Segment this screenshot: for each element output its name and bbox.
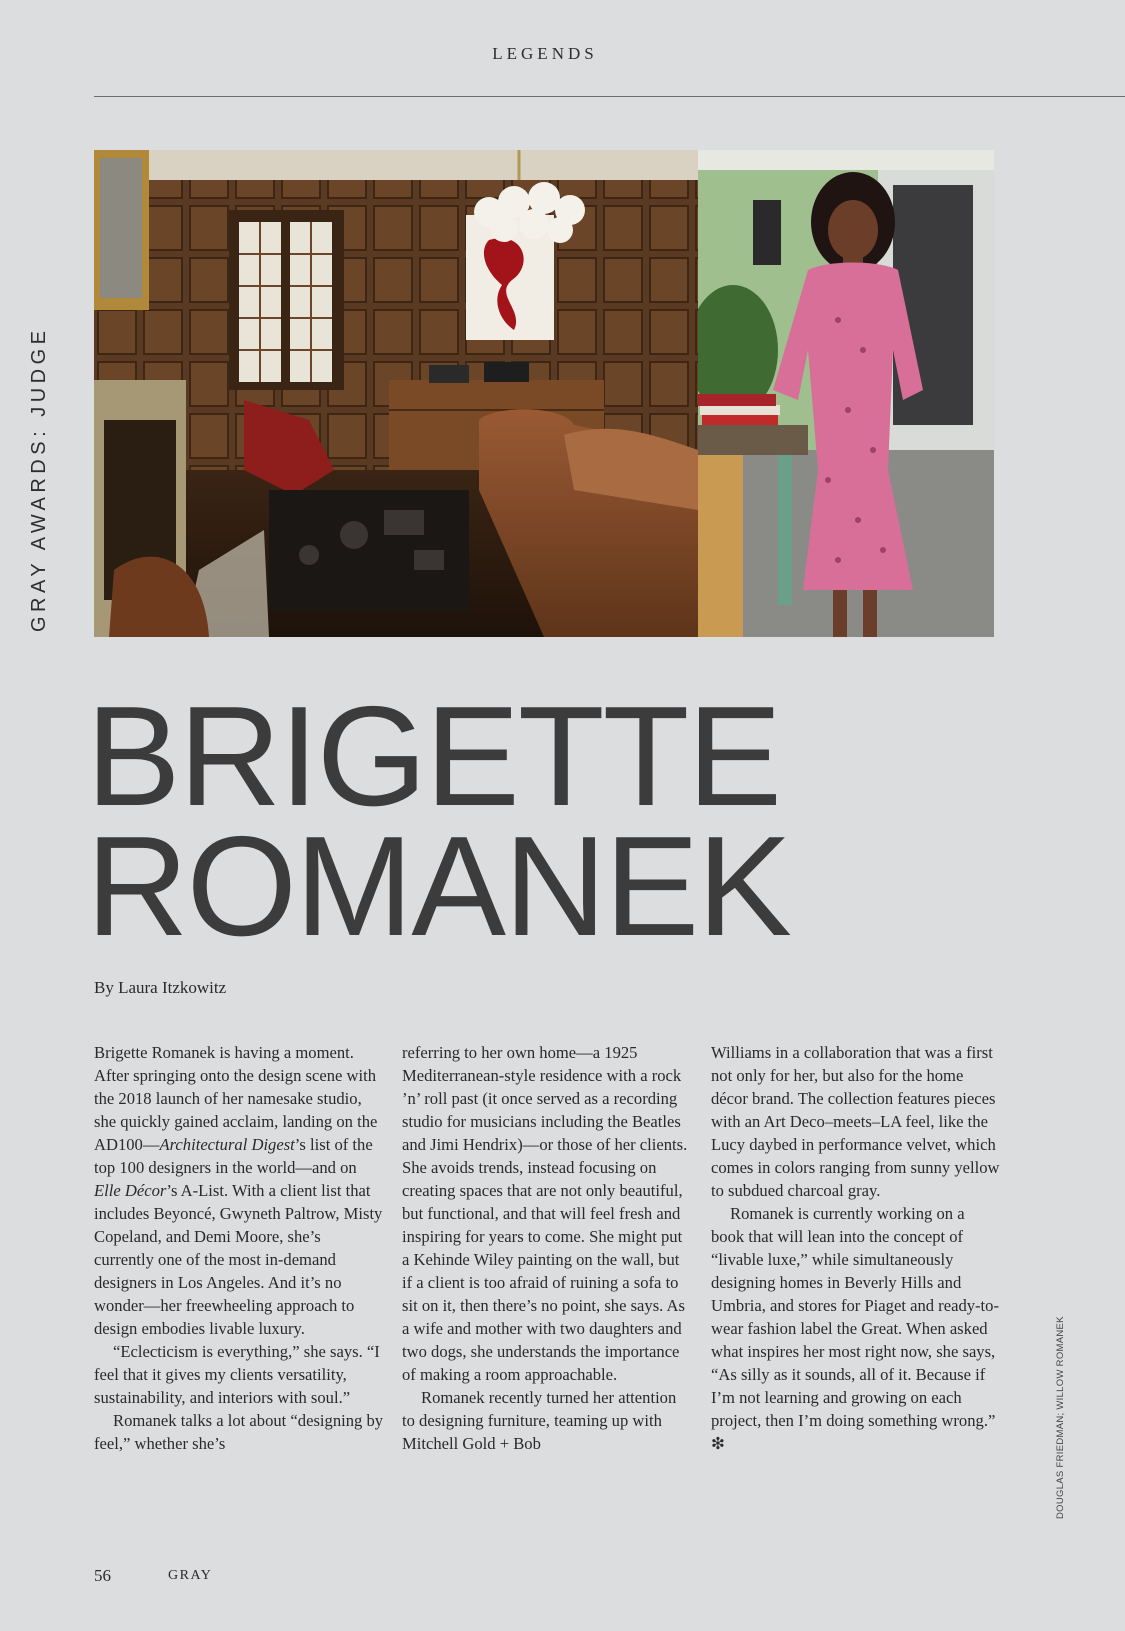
photo-credit: DOUGLAS FRIEDMAN; WILLOW ROMANEK — [1055, 1316, 1066, 1519]
interior-photo — [94, 150, 698, 637]
body-paragraph: Romanek talks a lot about “designing by feel,” whether she’s — [94, 1411, 384, 1453]
portrait-photo — [698, 150, 994, 637]
body-paragraph: Williams in a collaboration that was a first not only for her, but also for the home décor brand. The collection features pieces with an Art Deco–meets–LA feel, like the Lucy daybed in performance velvet, which comes in colors ranging from sunny yellow to subdued charcoal gray. — [711, 1043, 1000, 1200]
article-column-1 — [94, 1041, 384, 1455]
section-label: LEGENDS — [492, 44, 598, 63]
side-section-label: GRAY AWARDS: JUDGE — [28, 326, 50, 632]
byline: By Laura Itzkowitz — [94, 978, 227, 997]
body-paragraph: Romanek is currently working on a book that will lean into the concept of “livable luxe,” while simultaneously designing homes in Beverly Hills and Umbria, and stores for Piaget and ready-to-wear fashion label the Great. When asked what inspires her most right now, she says, “As silly as it sounds, all of it. Because if I’m not learning and growing on each project, then I’m doing something wrong.” ❇ — [711, 1204, 999, 1453]
article-column-2 — [402, 1041, 692, 1455]
body-paragraph: Brigette Romanek is having a moment. After springing onto the design scene with the 2018 launch of her namesake studio, she quickly gained acclaim, landing on the AD100—Architectural Digest’s list of the top 100 designers in the world—and on Elle Décor’s A-List. With a client list that includes Beyoncé, Gwyneth Paltrow, Misty Copeland, and Demi Moore, she’s currently one of the most in-demand designers in Los Angeles. And it’s no wonder—her freewheeling approach to design embodies livable luxury. — [94, 1043, 383, 1338]
article-column-3 — [711, 1041, 1001, 1455]
title-line-1: BRIGETTE — [86, 677, 781, 836]
body-paragraph: Romanek recently turned her attention to designing furniture, teaming up with Mitchell Gold + Bob — [402, 1388, 677, 1453]
magazine-name: GRAY — [168, 1568, 213, 1583]
article-title — [86, 677, 790, 966]
body-paragraph: “Eclecticism is everything,” she says. “I feel that it gives my clients versatility, sustainability, and interiors with soul.” — [94, 1342, 380, 1407]
body-paragraph: referring to her own home—a 1925 Mediterranean-style residence with a rock ’n’ roll past (it once served as a recording studio for musicians including the Beatles and Jimi Hendrix)—or those of her clients. She avoids trends, instead focusing on creating spaces that are not only beautiful, but functional, and that will feel fresh and inspiring for years to come. She might put a Kehinde Wiley painting on the wall, but if a client is too afraid of ruining a sofa to sit on it, then there’s no point, she says. As a wife and mother with two daughters and two dogs, she understands the importance of making a room approachable. — [402, 1043, 688, 1384]
page-number: 56 — [94, 1566, 111, 1585]
header-rule — [94, 96, 1125, 97]
title-line-2: ROMANEK — [86, 807, 790, 966]
